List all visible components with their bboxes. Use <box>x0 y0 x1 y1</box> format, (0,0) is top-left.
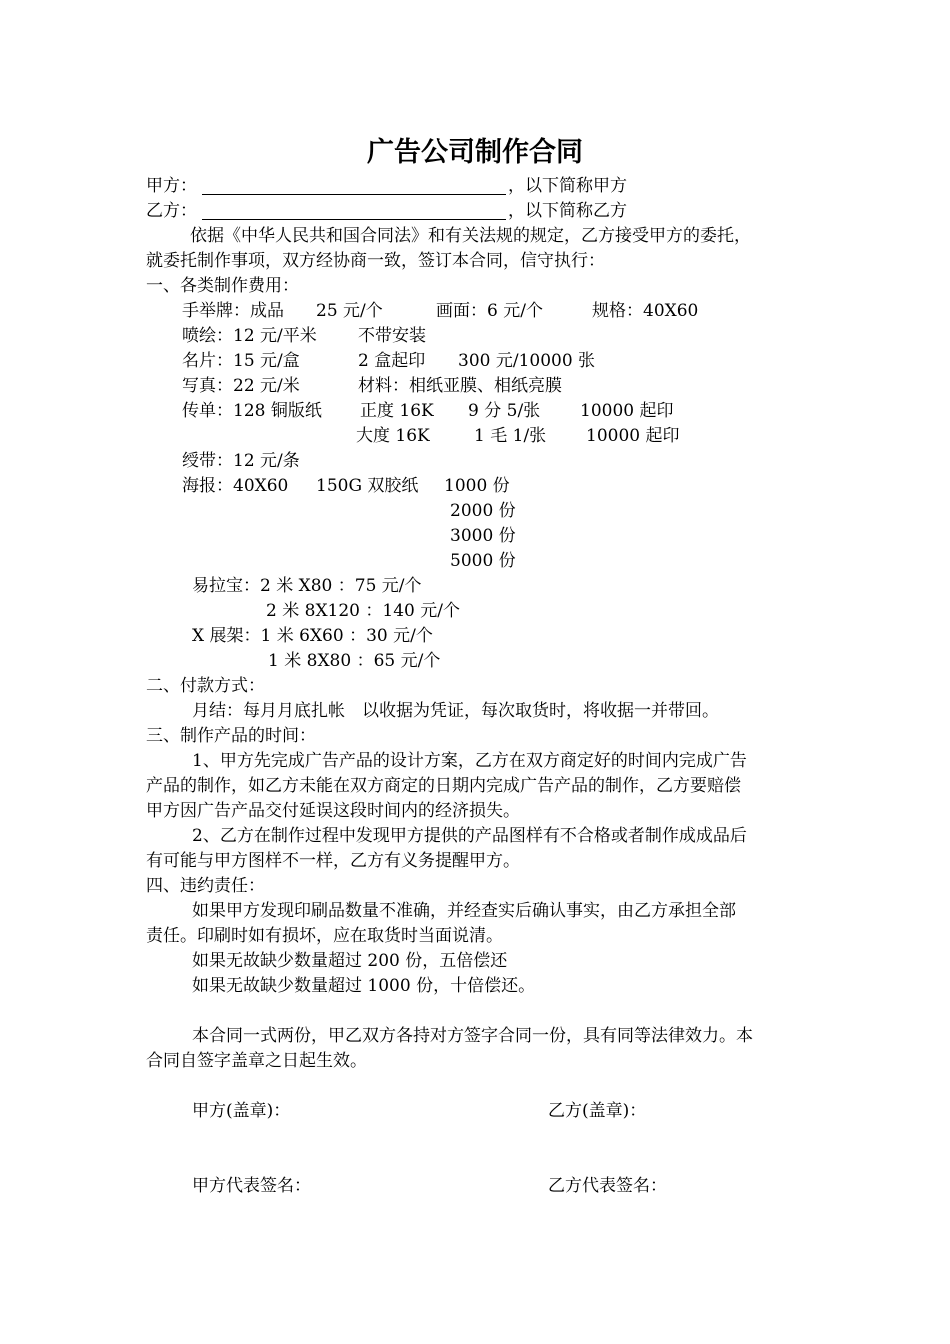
s4-p1-line-2: 责任。印刷时如有损坏，应在取货时当面说清。 <box>146 926 503 946</box>
intro-line-1: 依据《中华人民共和国合同法》和有关法规的规定，乙方接受甲方的委托， <box>190 226 751 246</box>
flyer-row2-size: 大度 16K <box>356 426 430 446</box>
party-a-rep-signature: 甲方代表签名： <box>192 1176 311 1196</box>
party-b-rep-signature: 乙方代表签名： <box>548 1176 667 1196</box>
xstand-line-2: 1 米 8X80 ：65 元/个 <box>268 651 441 671</box>
handheld-label: 手举牌：成品 <box>182 301 284 321</box>
party-b-blank[interactable] <box>202 219 506 220</box>
handheld-price: 25 元/个 <box>316 301 383 321</box>
s3-p1-line-3: 甲方因广告产品交付延误这段时间内的经济损失。 <box>146 801 520 821</box>
flyer-row2-price: 1 毛 1/张 <box>474 426 547 446</box>
s4-p1-line-1: 如果甲方发现印刷品数量不准确，并经查实后确认事实，由乙方承担全部 <box>192 901 736 921</box>
party-b-suffix: ，以下简称乙方 <box>508 201 627 221</box>
rollup-line-2: 2 米 8X120 ：140 元/个 <box>266 601 460 621</box>
flyer-row1-min: 10000 起印 <box>580 401 674 421</box>
party-b-seal: 乙方(盖章)： <box>548 1101 647 1121</box>
photo-label: 写真：22 元/米 <box>182 376 300 396</box>
s4-p3: 如果无故缺少数量超过 1000 份，十倍偿还。 <box>192 976 536 996</box>
spray-label: 喷绘：12 元/平米 <box>182 326 317 346</box>
poster-qty: 1000 份 <box>444 476 510 496</box>
flyer-row2-min: 10000 起印 <box>586 426 680 446</box>
ribbon-line: 绶带：12 元/条 <box>182 451 300 471</box>
cards-bulk: 300 元/10000 张 <box>458 351 596 371</box>
flyer-label: 传单：128 铜版纸 <box>182 401 322 421</box>
xstand-line-1: X 展架：1 米 6X60 ：30 元/个 <box>192 626 433 646</box>
party-a-suffix: ，以下简称甲方 <box>508 176 627 196</box>
party-a-label: 甲方： <box>146 176 197 196</box>
handheld-face: 画面：6 元/个 <box>436 301 543 321</box>
section-2-heading: 二、付款方式： <box>146 676 265 696</box>
rollup-line-1: 易拉宝：2 米 X80 ：75 元/个 <box>192 576 422 596</box>
poster-qty: 3000 份 <box>450 526 516 546</box>
poster-label: 海报：40X60 <box>182 476 289 496</box>
party-a-blank[interactable] <box>202 194 506 195</box>
intro-line-2: 就委托制作事项，双方经协商一致，签订本合同，信守执行： <box>146 251 605 271</box>
section-1-heading: 一、各类制作费用： <box>146 276 299 296</box>
handheld-spec: 规格：40X60 <box>592 301 699 321</box>
s3-p2-line-1: 2、乙方在制作过程中发现甲方提供的产品图样有不合格或者制作成成品后 <box>192 826 747 846</box>
photo-material: 材料：相纸亚膜、相纸亮膜 <box>358 376 562 396</box>
closing-line-1: 本合同一式两份，甲乙双方各持对方签字合同一份，具有同等法律效力。本 <box>192 1026 753 1046</box>
section-3-heading: 三、制作产品的时间： <box>146 726 316 746</box>
document-title: 广告公司制作合同 <box>367 137 583 168</box>
section-4-heading: 四、违约责任： <box>146 876 265 896</box>
cards-min: 2 盒起印 <box>358 351 426 371</box>
poster-qty: 5000 份 <box>450 551 516 571</box>
s3-p1-line-2: 产品的制作，如乙方未能在双方商定的日期内完成广告产品的制作，乙方要赔偿 <box>146 776 741 796</box>
cards-label: 名片：15 元/盒 <box>182 351 300 371</box>
flyer-row1-size: 正度 16K <box>360 401 434 421</box>
s3-p1-line-1: 1、甲方先完成广告产品的设计方案，乙方在双方商定好的时间内完成广告 <box>192 751 747 771</box>
spray-note: 不带安装 <box>358 326 426 346</box>
s3-p2-line-2: 有可能与甲方图样不一样，乙方有义务提醒甲方。 <box>146 851 520 871</box>
closing-line-2: 合同自签字盖章之日起生效。 <box>146 1051 367 1071</box>
poster-qty: 2000 份 <box>450 501 516 521</box>
s4-p2: 如果无故缺少数量超过 200 份，五倍偿还 <box>192 951 508 971</box>
party-a-seal: 甲方(盖章)： <box>192 1101 291 1121</box>
party-b-label: 乙方： <box>146 201 197 221</box>
payment-text: 月结：每月月底扎帐 以收据为凭证，每次取货时，将收据一并带回。 <box>192 701 719 721</box>
poster-paper: 150G 双胶纸 <box>316 476 419 496</box>
flyer-row1-price: 9 分 5/张 <box>468 401 541 421</box>
